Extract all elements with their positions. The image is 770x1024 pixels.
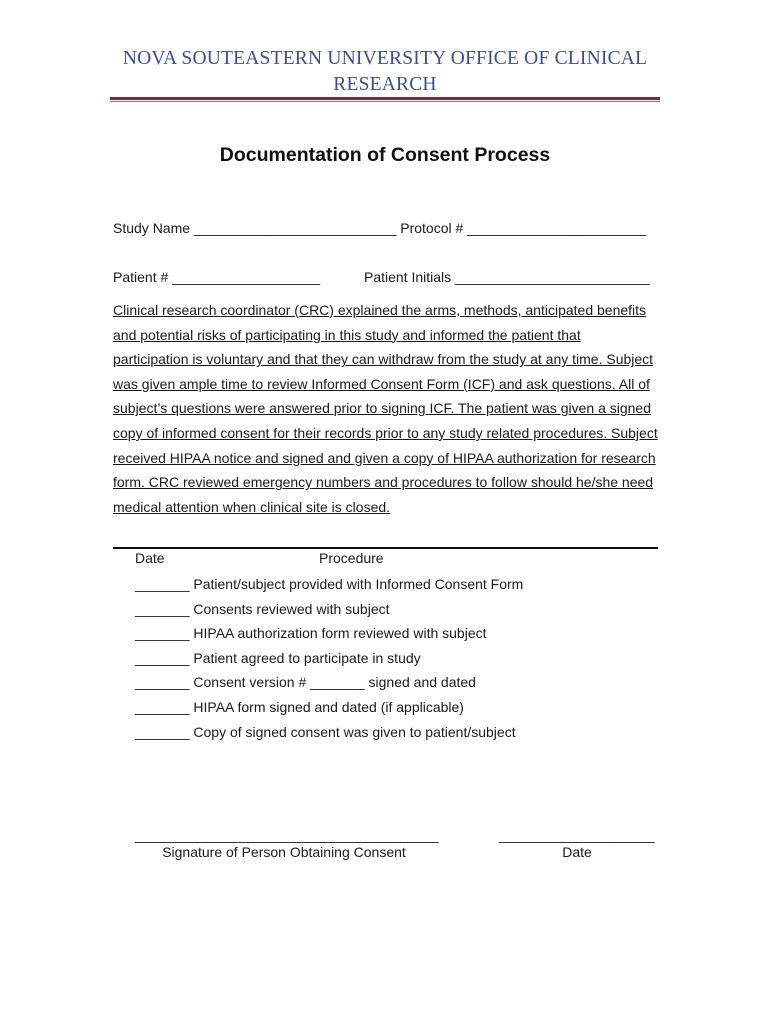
study-name-protocol-field[interactable]: Study Name __________________________ Protocol # _______________________: [113, 220, 647, 236]
patient-number-field[interactable]: Patient # ___________________: [113, 269, 321, 285]
document-header: [110, 46, 660, 98]
procedure-item[interactable]: _______ Consents reviewed with subject: [135, 600, 390, 617]
date-label: Date: [562, 844, 592, 860]
page-title: Documentation of Consent Process: [219, 144, 551, 166]
header-rule-thin: [110, 101, 660, 102]
procedure-item[interactable]: _______ HIPAA form signed and dated (if applicable): [135, 698, 464, 715]
procedure-item[interactable]: _______ HIPAA authorization form reviewed with subject: [135, 625, 487, 642]
header-rule: [110, 97, 660, 100]
procedure-item[interactable]: _______ Patient agreed to participate in study: [135, 649, 421, 666]
procedure-column-header: Procedure: [319, 550, 384, 566]
consent-paragraph: Clinical research coordinator (CRC) explained the arms, methods, anticipated benefits and potential risks of participating in this study and informed the patient that participation is voluntary and that they can withdraw from the study at any time. Subject was given ample time to review Informed Consent Form (ICF) and ask questions. All of subject’s questions were answered prior to signing ICF. The patient was given a signed copy of informed consent for their records prior to any study related procedures. Subject received HIPAA notice and signed and given a copy of HIPAA authorization for research form. CRC reviewed emergency numbers and procedures to follow should he/she need medical attention when clinical site is closed.: [113, 302, 658, 515]
signature-label: Signature of Person Obtaining Consent: [162, 844, 406, 860]
signature-line[interactable]: _______________________________________: [135, 827, 439, 843]
header-line-1: NOVA SOUTEASTERN UNIVERSITY OFFICE OF CLINICAL: [122, 48, 648, 69]
date-line[interactable]: ____________________: [499, 827, 655, 843]
procedure-list: [135, 572, 523, 744]
date-column-header: Date: [135, 550, 165, 566]
patient-initials-field[interactable]: Patient Initials _________________________: [364, 269, 650, 285]
header-line-2: RESEARCH: [333, 74, 437, 95]
procedure-item[interactable]: _______ Copy of signed consent was given to patient/subject: [135, 723, 516, 740]
table-top-rule: [113, 547, 658, 549]
procedure-item[interactable]: _______ Consent version # _______ signed and dated: [135, 674, 476, 691]
procedure-item[interactable]: _______ Patient/subject provided with Informed Consent Form: [135, 576, 524, 592]
